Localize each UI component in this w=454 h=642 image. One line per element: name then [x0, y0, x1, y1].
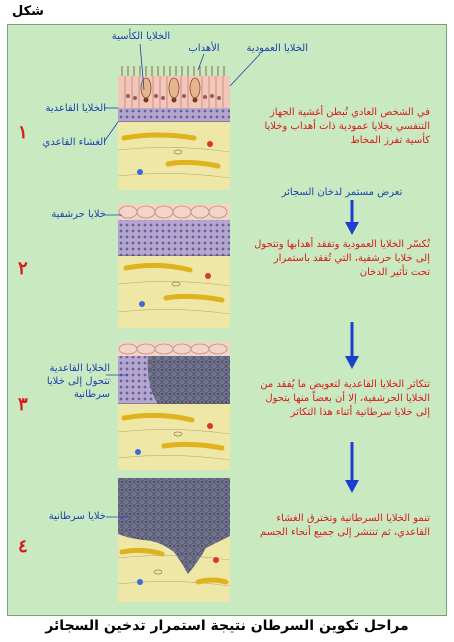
stage-3-leader-line: [104, 372, 130, 378]
smoke-exposure-text: تعرض مستمر لدخان السجائر: [281, 187, 403, 198]
stage-2-leader-line: [100, 212, 124, 218]
basal-transform-label: الخلايا القاعدية تتحول إلى خلايا سرطانية: [46, 363, 110, 400]
stage-2-tissue: [118, 204, 230, 328]
stage-number-1: ١: [18, 122, 28, 143]
arrow-3: [344, 442, 360, 494]
goblet-cells-label: الخلايا الكأسية: [111, 31, 171, 42]
stage-4-tissue: [118, 478, 230, 602]
stage-3-tissue: [118, 342, 230, 470]
stage-2-description: تُكسّر الخلايا العمودية وتفقد أهدابها وتتحول إلى خلايا حرشفية، التي تُفقد باستمرار تحت تأثير الدخان: [254, 239, 430, 278]
basement-membrane-label: الغشاء القاعدي: [42, 137, 106, 148]
basal-cells-label: الخلايا القاعدية: [45, 103, 106, 114]
figure-caption: مراحل تكوين السرطان نتيجة استمرار تدخين السجائر: [45, 618, 409, 634]
stage-3-description: تتكاثر الخلايا القاعدية لتعويض ما يُفقد من الخلايا الحرشفية، إلا أن بعضاً منها يتحول إلى خلايا سرطانية أثناء هذا التكاثر: [260, 379, 430, 418]
figure-label: شكل: [12, 4, 44, 19]
arrow-1: [344, 200, 360, 236]
stage-4-leader-line: [104, 514, 130, 520]
cilia-label: الأهداب: [188, 43, 220, 54]
columnar-cells-label: الخلايا العمودية: [246, 43, 308, 54]
stage-number-2: ٢: [18, 258, 28, 279]
cancer-cells-label: خلايا سرطانية: [48, 511, 106, 522]
stage-1-description: في الشخص العادي تُبطن أغشية الجهاز التنفسي بخلايا عمودية ذات أهداب وخلايا كأسية تفرز المخاط: [264, 107, 430, 146]
stage-number-4: ٤: [18, 536, 28, 557]
stage-number-3: ٣: [18, 394, 28, 415]
stage-4-description: تنمو الخلايا السرطانية وتخترق الغشاء القاعدي، ثم تنتشر إلى جميع أنحاء الجسم: [259, 513, 430, 538]
arrow-2: [344, 322, 360, 370]
squamous-cells-label: خلايا حرشفية: [51, 209, 106, 220]
